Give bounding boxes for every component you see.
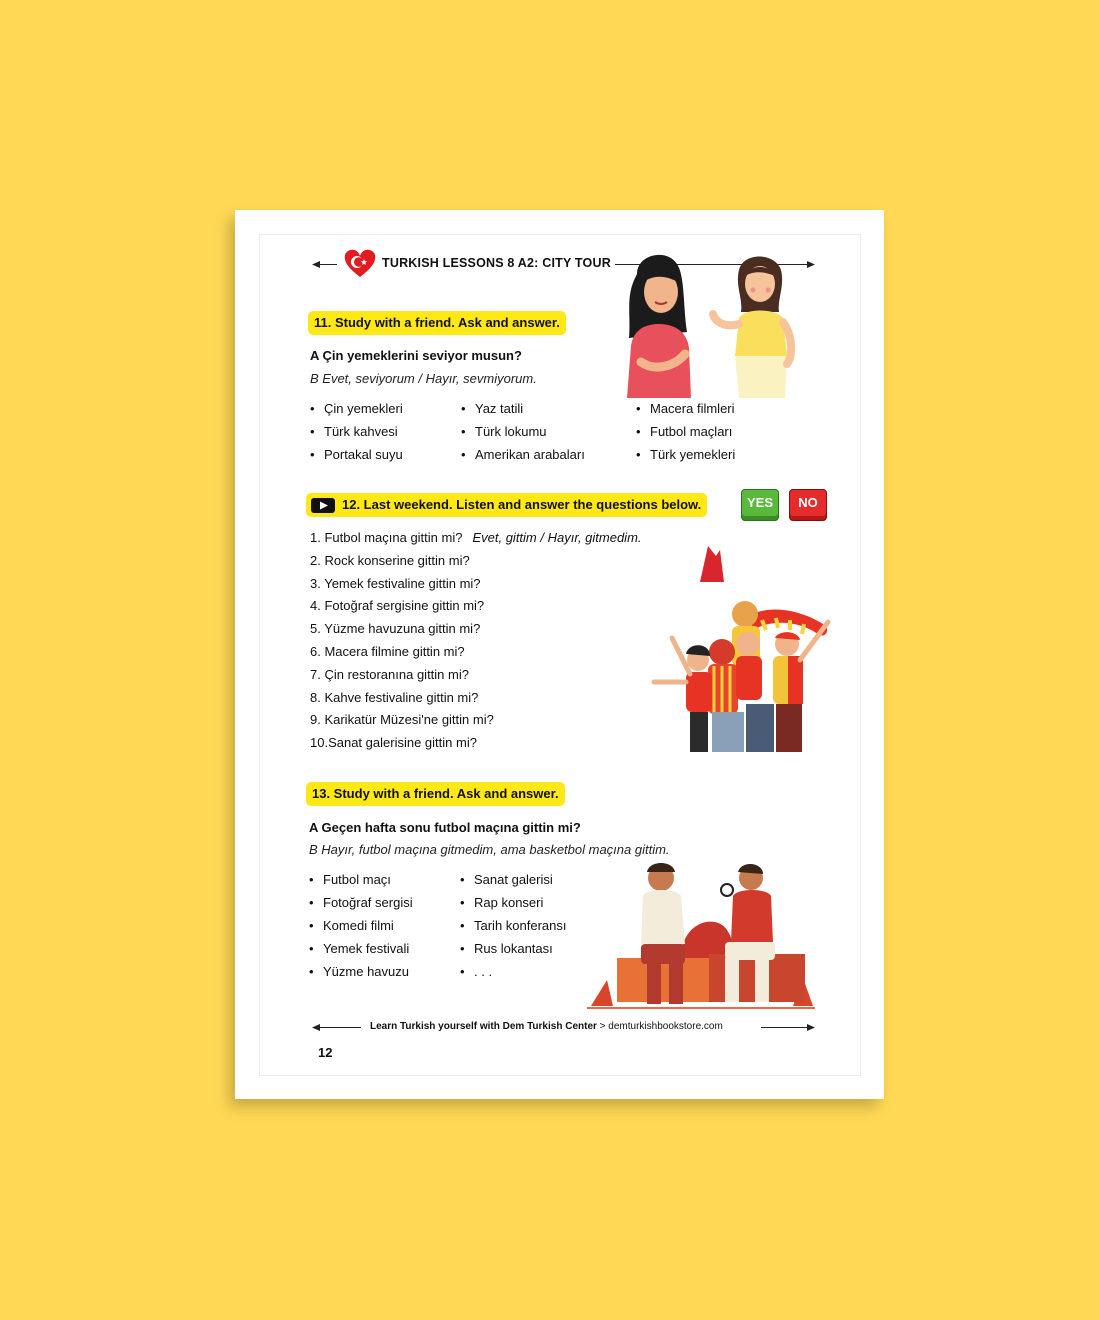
list-item: 10.Sanat galerisine gittin mi? (310, 735, 477, 751)
list-item: • Türk lokumu (461, 420, 585, 443)
ex11-col1 (310, 397, 403, 466)
ex13-col2 (460, 868, 567, 983)
list-item: • Rus lokantası (460, 937, 567, 960)
list-item: • . . . (460, 960, 567, 983)
worksheet-page (235, 210, 884, 1099)
list-item: 6. Macera filmine gittin mi? (310, 643, 465, 659)
ex12-questions (310, 527, 642, 755)
list-item: • Futbol maçları (636, 420, 735, 443)
list-item: • Yaz tatili (461, 397, 585, 420)
turkish-flag-heart-icon (343, 248, 377, 280)
play-icon[interactable] (311, 498, 335, 513)
ex11-col3 (636, 397, 735, 466)
list-item: • Fotoğraf sergisi (309, 891, 413, 914)
list-item: • Portakal suyu (310, 443, 403, 466)
header-title: TURKISH LESSONS 8 A2: CITY TOUR (382, 256, 611, 270)
ex11-answer: B Evet, seviyorum / Hayır, sevmiyorum. (310, 371, 537, 386)
list-item (310, 527, 642, 550)
two-men-sitting-illustration (587, 860, 819, 1010)
header-arrow-left-icon (312, 261, 320, 268)
footer-line-left (315, 1027, 361, 1028)
list-item: 2. Rock konserine gittin mi? (310, 552, 470, 568)
list-item: • Komedi filmi (309, 914, 413, 937)
football-fans-illustration (650, 542, 850, 752)
list-item: 7. Çin restoranına gittin mi? (310, 666, 469, 682)
list-item: 9. Karikatür Müzesi'ne gittin mi? (310, 712, 494, 728)
ex11-col2 (461, 397, 585, 466)
ex13-title: 13. Study with a friend. Ask and answer. (306, 782, 565, 806)
list-item: • Rap konseri (460, 891, 567, 914)
list-item: • Tarih konferansı (460, 914, 567, 937)
ex13-answer: B Hayır, futbol maçına gitmedim, ama basketbol maçına gittim. (309, 842, 670, 857)
ex12-title-text: 12. Last weekend. Listen and answer the questions below. (342, 497, 702, 512)
yes-button[interactable]: YES (741, 489, 779, 521)
list-item: • Türk yemekleri (636, 443, 735, 466)
footer-brand: Learn Turkish yourself with Dem Turkish Center (370, 1021, 597, 1032)
no-button[interactable]: NO (789, 489, 827, 521)
ex11-question: A Çin yemeklerini seviyor musun? (310, 348, 522, 363)
list-item: • Yemek festivali (309, 937, 413, 960)
list-item: • Amerikan arabaları (461, 443, 585, 466)
list-item: • Çin yemekleri (310, 397, 403, 420)
ex13-col1 (309, 868, 413, 983)
footer-text (370, 1021, 723, 1032)
ex13-question: A Geçen hafta sonu futbol maçına gittin mi? (309, 820, 581, 835)
two-women-illustration (615, 246, 810, 398)
list-item: • Macera filmleri (636, 397, 735, 420)
page-number: 12 (318, 1045, 333, 1060)
footer-arrow-right-icon (807, 1024, 815, 1031)
first-answer: Evet, gittim / Hayır, gitmedim. (472, 530, 642, 545)
list-item: 3. Yemek festivaline gittin mi? (310, 575, 481, 591)
list-item: • Yüzme havuzu (309, 960, 413, 983)
footer-line-right (761, 1027, 809, 1028)
list-item: 4. Fotoğraf sergisine gittin mi? (310, 598, 485, 614)
list-item: • Futbol maçı (309, 868, 413, 891)
ex11-title: 11. Study with a friend. Ask and answer. (308, 311, 566, 335)
list-item: 8. Kahve festivaline gittin mi? (310, 689, 479, 705)
list-item: • Sanat galerisi (460, 868, 567, 891)
list-item: 5. Yüzme havuzuna gittin mi? (310, 621, 481, 637)
question-text: 1. Futbol maçına gittin mi? (310, 530, 463, 545)
list-item: • Türk kahvesi (310, 420, 403, 443)
footer-link[interactable]: > demturkishbookstore.com (596, 1021, 723, 1032)
ex12-title (306, 493, 707, 517)
